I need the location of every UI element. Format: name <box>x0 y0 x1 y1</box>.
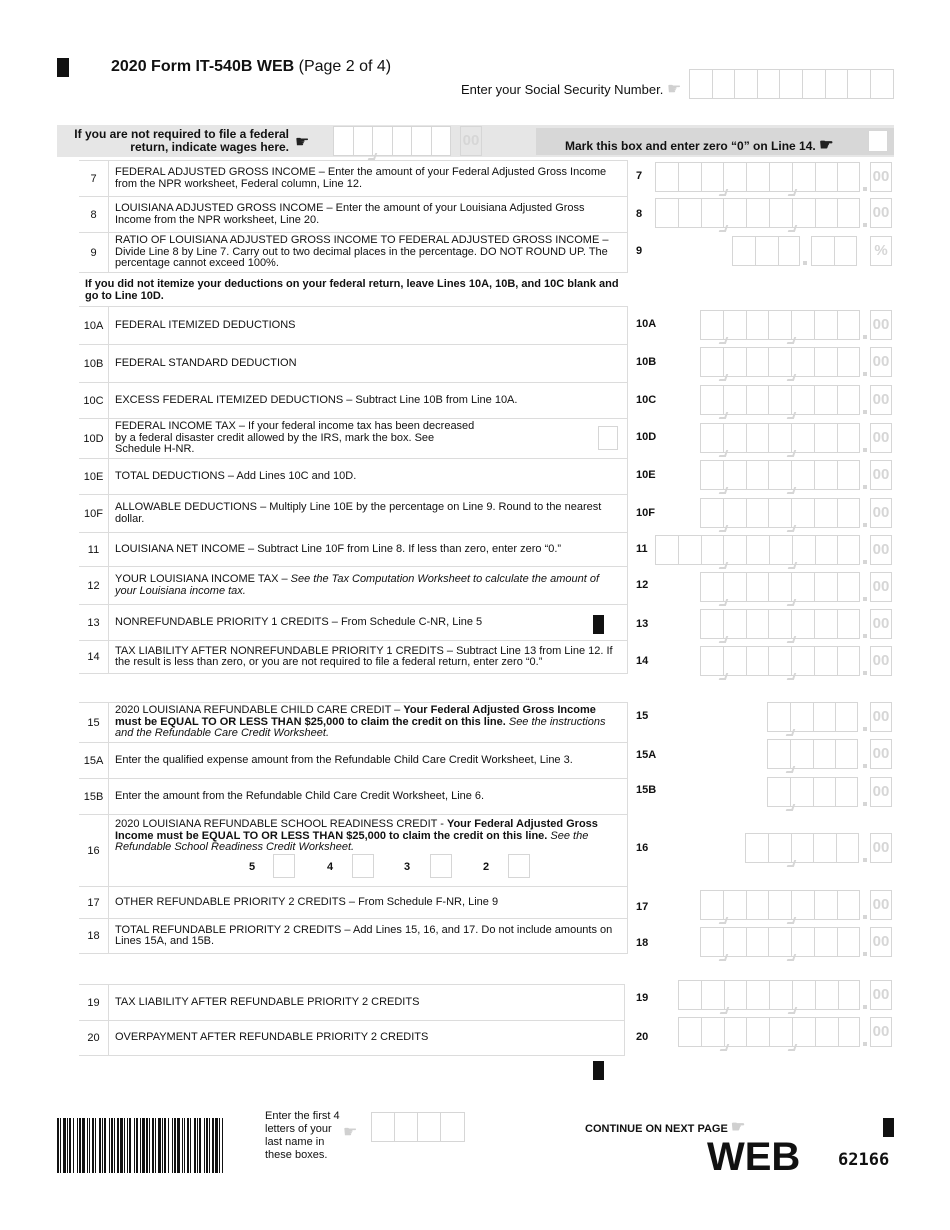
pointing-hand-icon: ☛ <box>295 134 310 151</box>
line-vertical-rule <box>627 160 628 273</box>
line-17-label: 17 <box>636 901 649 913</box>
no-federal-return-checkbox[interactable] <box>868 130 888 152</box>
barcode-bar <box>172 1118 173 1173</box>
star-rating-3-input[interactable] <box>430 854 452 878</box>
line-description: OTHER REFUNDABLE PRIORITY 2 CREDITS – From Schedule F-NR, Line 9 <box>115 895 499 908</box>
barcode-bar <box>204 1118 205 1173</box>
line-20-amount[interactable] <box>678 1017 860 1047</box>
itemize-note: If you did not itemize your deductions on your federal return, leave Lines 10A, 10B, and 10C blank and go to Line 10D. <box>85 278 619 302</box>
line-description: EXCESS FEDERAL ITEMIZED DEDUCTIONS – Subtract Line 10B from Line 10A. <box>115 393 518 406</box>
federal-disaster-credit-checkbox[interactable] <box>598 426 618 450</box>
line-17-row <box>79 886 627 918</box>
line-15a-row <box>79 742 627 778</box>
line-11-label: 11 <box>636 543 648 555</box>
line-number: 18 <box>79 919 109 953</box>
line-number: 10E <box>79 459 109 494</box>
barcode-bar <box>182 1118 183 1173</box>
mark-box-text <box>565 135 833 155</box>
line-10a-label: 10A <box>636 318 657 330</box>
line-7-amount[interactable] <box>655 162 860 192</box>
barcode-bar <box>184 1118 185 1173</box>
wages-amount-input[interactable] <box>333 126 451 156</box>
line-number: 9 <box>79 233 109 272</box>
line-18-row <box>79 918 627 954</box>
line-number: 17 <box>79 887 109 918</box>
barcode-bar <box>162 1118 163 1173</box>
line-10d-row <box>79 418 627 458</box>
barcode-bar <box>57 1118 59 1173</box>
barcode <box>57 1118 223 1173</box>
barcode-bar <box>77 1118 78 1173</box>
line-19-amount-cents: 00 <box>870 980 892 1010</box>
decimal-point-icon <box>863 915 867 919</box>
barcode-image <box>57 1118 223 1173</box>
barcode-bar <box>142 1118 145 1173</box>
line-12-italic: See the Tax Computation Worksheet to calculate the amount of your Louisiana income tax. <box>115 573 600 597</box>
barcode-bar <box>149 1118 150 1173</box>
form-title-text: 2020 Form IT-540B WEB <box>111 58 295 75</box>
barcode-bar <box>152 1118 154 1173</box>
star-rating-5-input[interactable] <box>273 854 295 878</box>
line-description: LOUISIANA ADJUSTED GROSS INCOME – Enter the amount of your Louisiana Adjusted Gross Income from the NPR worksheet, Line 20. <box>115 202 585 226</box>
line-number: 15B <box>79 779 109 814</box>
line-9-ratio-whole[interactable] <box>732 236 800 266</box>
decimal-point-icon <box>863 1005 867 1009</box>
decimal-point-icon <box>803 261 807 265</box>
star-rating-2-label: 2 <box>483 861 490 873</box>
barcode-bar <box>79 1118 81 1173</box>
line-10f-amount[interactable] <box>700 498 860 528</box>
line-number: 14 <box>79 641 109 673</box>
continue-text: CONTINUE ON NEXT PAGE <box>585 1123 728 1135</box>
line-description <box>115 567 621 604</box>
line-19-row <box>79 984 625 1020</box>
star-rating-2-input[interactable] <box>508 854 530 878</box>
line-16-amount-cents: 00 <box>870 833 892 863</box>
line-11-amount-cents: 00 <box>870 535 892 565</box>
line-description: Enter the amount from the Refundable Child Care Credit Worksheet, Line 6. <box>115 789 485 802</box>
line-description: TOTAL DEDUCTIONS – Add Lines 10C and 10D. <box>115 469 357 482</box>
line-10e-amount-cents: 00 <box>870 460 892 490</box>
line-10f-row <box>79 494 627 532</box>
decimal-point-icon <box>863 727 867 731</box>
decimal-point-icon <box>863 372 867 376</box>
line-number: 10F <box>79 495 109 532</box>
barcode-bar <box>120 1118 123 1173</box>
line-15-italic: See the instructions and the Refundable Care Credit Worksheet. <box>115 715 606 740</box>
star-rating-4-label: 4 <box>327 861 334 873</box>
barcode-bar <box>199 1118 201 1173</box>
line-14-amount-cents: 00 <box>870 646 892 676</box>
line-14-amount[interactable] <box>700 646 860 676</box>
line-10e-amount[interactable] <box>700 460 860 490</box>
line-description: FEDERAL STANDARD DEDUCTION <box>115 356 297 369</box>
barcode-bar <box>95 1118 96 1173</box>
barcode-bar <box>104 1118 106 1173</box>
continue-next-page <box>585 1117 745 1137</box>
barcode-bar <box>174 1118 176 1173</box>
decimal-point-icon <box>863 485 867 489</box>
line-description: TAX LIABILITY AFTER REFUNDABLE PRIORITY 2 CREDITS <box>115 995 420 1008</box>
line-19-label: 19 <box>636 992 649 1004</box>
decimal-point-icon <box>863 560 867 564</box>
wages-cents: 00 <box>460 126 482 156</box>
line-7-row <box>79 160 627 196</box>
line-description <box>115 703 621 742</box>
line-15b-row <box>79 778 627 814</box>
barcode-bar <box>146 1118 148 1173</box>
barcode-bar <box>127 1118 128 1173</box>
line-number: 12 <box>79 567 109 604</box>
line-15-label: 15 <box>636 710 649 722</box>
star-rating-5-label: 5 <box>249 861 256 873</box>
line-number: 10C <box>79 383 109 418</box>
page-of-text: (Page 2 of 4) <box>298 58 392 75</box>
line-description: FEDERAL ADJUSTED GROSS INCOME – Enter the amount of your Federal Adjusted Gross Income from the NPR worksheet, Federal column, Line 12. <box>115 166 607 190</box>
line-description: OVERPAYMENT AFTER REFUNDABLE PRIORITY 2 CREDITS <box>115 1031 429 1044</box>
line-number: 16 <box>79 815 109 886</box>
line-vertical-rule <box>627 702 628 954</box>
line-10f-label: 10F <box>636 507 655 519</box>
barcode-bar <box>67 1118 68 1173</box>
line-12-amount[interactable] <box>700 572 860 602</box>
form-title <box>111 58 391 76</box>
line-12-label: 12 <box>636 579 649 591</box>
barcode-bar <box>222 1118 223 1173</box>
line-7-amount-cents: 00 <box>870 162 892 192</box>
line-10b-row <box>79 344 627 382</box>
line-10b-label: 10B <box>636 356 657 368</box>
line-number: 10A <box>79 307 109 344</box>
line-15-row <box>79 702 627 742</box>
line-10b-amount[interactable] <box>700 347 860 377</box>
percent-sign: % <box>870 236 892 266</box>
line-15-bold: Your Federal Adjusted Gross Income must be EQUAL TO OR LESS THAN $25,000 to claim the credit on this line. <box>115 704 596 728</box>
decimal-point-icon <box>863 523 867 527</box>
line-10c-row <box>79 382 627 418</box>
line-10c-label: 10C <box>636 394 657 406</box>
barcode-bar <box>212 1118 214 1173</box>
barcode-bar <box>117 1118 119 1173</box>
wages-prompt-line2: return, indicate wages here. <box>130 140 289 154</box>
line-15-amount-cents: 00 <box>870 702 892 732</box>
line-11-amount[interactable] <box>655 535 860 565</box>
last-name-letters-input[interactable] <box>371 1112 465 1142</box>
line-12-text: YOUR LOUISIANA INCOME TAX – <box>115 573 291 585</box>
barcode-bar <box>194 1118 196 1173</box>
line-description: TAX LIABILITY AFTER NONREFUNDABLE PRIORITY 1 CREDITS – Subtract Line 13 from Line 12. If the result is less than zero, or you are not required to file a federal return, enter zero “0.” <box>115 644 613 668</box>
line-15b-amount[interactable] <box>767 777 858 807</box>
line-10b-amount-cents: 00 <box>870 347 892 377</box>
barcode-bar <box>158 1118 161 1173</box>
line-18-amount-cents: 00 <box>870 927 892 957</box>
line-10a-row <box>79 306 627 344</box>
line-description: RATIO OF LOUISIANA ADJUSTED GROSS INCOME TO FEDERAL ADJUSTED GROSS INCOME – Divide Line 8 by Line 7. Carry out to two decimal places in the percentage. DO NOT ROUND UP. The percentage cannot exceed 100%. <box>115 234 609 270</box>
barcode-bar <box>155 1118 156 1173</box>
barcode-bar <box>73 1118 74 1173</box>
barcode-bar <box>177 1118 180 1173</box>
registration-mark-top-left <box>57 58 69 77</box>
line-description: ALLOWABLE DEDUCTIONS – Multiply Line 10E by the percentage on Line 9. Round to the nearest dollar. <box>115 501 602 525</box>
star-rating-4-input[interactable] <box>352 854 374 878</box>
barcode-bar <box>206 1118 208 1173</box>
line-13-row <box>79 604 627 640</box>
decimal-point-icon <box>863 597 867 601</box>
decimal-point-icon <box>863 858 867 862</box>
line-7-label: 7 <box>636 170 643 182</box>
barcode-bar <box>124 1118 125 1173</box>
line-13-amount[interactable] <box>700 609 860 639</box>
barcode-bar <box>63 1118 66 1173</box>
ssn-prompt <box>461 79 681 99</box>
line-16-italic: See the Refundable School Readiness Credit Worksheet. <box>115 829 589 853</box>
line-15a-amount[interactable] <box>767 739 858 769</box>
barcode-bar <box>168 1118 169 1173</box>
barcode-bar <box>87 1118 88 1173</box>
decimal-point-icon <box>863 448 867 452</box>
decimal-point-icon <box>863 410 867 414</box>
line-17-amount[interactable] <box>700 890 860 920</box>
barcode-bar <box>134 1118 135 1173</box>
line-number: 10B <box>79 345 109 382</box>
line-number: 11 <box>79 533 109 566</box>
line-15a-label: 15A <box>636 749 657 761</box>
decimal-point-icon <box>863 671 867 675</box>
line-20-amount-cents: 00 <box>870 1017 892 1047</box>
registration-mark-bottom-mid <box>593 1061 604 1080</box>
decimal-point-icon <box>863 335 867 339</box>
line-13-amount-cents: 00 <box>870 609 892 639</box>
pointing-hand-icon: ☛ <box>730 1119 746 1136</box>
barcode-bar <box>164 1118 166 1173</box>
barcode-bar <box>209 1118 210 1173</box>
barcode-bar <box>187 1118 189 1173</box>
line-16-bold: Your Federal Adjusted Gross Income must be EQUAL TO OR LESS THAN $25,000 to claim the credit on this line. <box>115 818 598 842</box>
line-8-row <box>79 196 627 232</box>
line-description: NONREFUNDABLE PRIORITY 1 CREDITS – From Schedule C-NR, Line 5 <box>115 615 483 628</box>
barcode-bar <box>82 1118 85 1173</box>
line-10c-amount[interactable] <box>700 385 860 415</box>
web-label: WEB <box>707 1135 801 1179</box>
barcode-bar <box>89 1118 90 1173</box>
barcode-bar <box>114 1118 115 1173</box>
line-17-amount-cents: 00 <box>870 890 892 920</box>
line-16-amount[interactable] <box>745 833 859 863</box>
line-10a-amount[interactable] <box>700 310 860 340</box>
line-10d-amount-cents: 00 <box>870 423 892 453</box>
line-9-label: 9 <box>636 245 643 257</box>
line-12-amount-cents: 00 <box>870 572 892 602</box>
line-description: FEDERAL ITEMIZED DEDUCTIONS <box>115 318 296 331</box>
line-15b-label: 15B <box>636 784 657 796</box>
barcode-bar <box>129 1118 131 1173</box>
barcode-bar <box>60 1118 61 1173</box>
wages-prompt-line1: If you are not required to file a federal <box>74 127 289 141</box>
pointing-hand-icon: ☛ <box>343 1124 358 1141</box>
line-12-row <box>79 566 627 604</box>
line-vertical-rule <box>627 306 628 674</box>
line-11-row <box>79 532 627 566</box>
line-10e-label: 10E <box>636 469 656 481</box>
star-rating-3-label: 3 <box>404 861 411 873</box>
line-number: 15 <box>79 703 109 742</box>
line-15-amount[interactable] <box>767 702 858 732</box>
decimal-point-icon <box>863 802 867 806</box>
line-8-amount-cents: 00 <box>870 198 892 228</box>
line-15-text: 2020 LOUISIANA REFUNDABLE CHILD CARE CREDIT – <box>115 704 404 717</box>
decimal-point-icon <box>863 1042 867 1046</box>
line-18-label: 18 <box>636 937 649 949</box>
barcode-bar <box>102 1118 103 1173</box>
line-14-row <box>79 640 627 674</box>
line-16-text: 2020 LOUISIANA REFUNDABLE SCHOOL READINESS CREDIT - <box>115 818 447 830</box>
line-9-row <box>79 232 627 273</box>
barcode-bar <box>219 1118 220 1173</box>
line-15b-amount-cents: 00 <box>870 777 892 807</box>
line-number: 13 <box>79 605 109 640</box>
line-10a-amount-cents: 00 <box>870 310 892 340</box>
line-20-row <box>79 1020 625 1056</box>
barcode-bar <box>215 1118 218 1173</box>
line-19-amount[interactable] <box>678 980 860 1010</box>
line-10f-amount-cents: 00 <box>870 498 892 528</box>
decimal-point-icon <box>863 634 867 638</box>
line-description: LOUISIANA NET INCOME – Subtract Line 10F from Line 8. If less than zero, enter zero “0.” <box>115 542 562 555</box>
line-14-label: 14 <box>636 655 649 667</box>
barcode-bar <box>109 1118 110 1173</box>
ssn-prompt-text: Enter your Social Security Number. <box>461 82 664 97</box>
line-15a-amount-cents: 00 <box>870 739 892 769</box>
line-description: FEDERAL INCOME TAX – If your federal income tax has been decreased by a federal disaster credit allowed by the IRS, mark the box. See Schedule H-NR. <box>115 420 475 456</box>
decimal-point-icon <box>863 764 867 768</box>
barcode-bar <box>92 1118 94 1173</box>
line-18-amount[interactable] <box>700 927 860 957</box>
barcode-bar <box>190 1118 191 1173</box>
barcode-bar <box>140 1118 141 1173</box>
barcode-bar <box>197 1118 198 1173</box>
line-10c-amount-cents: 00 <box>870 385 892 415</box>
line-number: 15A <box>79 743 109 778</box>
registration-mark-bottom-right <box>883 1118 894 1137</box>
line-number: 20 <box>79 1021 109 1055</box>
last-name-prompt: Enter the first 4 letters of your last name in these boxes. <box>265 1110 340 1161</box>
line-number: 7 <box>79 161 109 196</box>
line-20-label: 20 <box>636 1031 649 1043</box>
wages-prompt <box>57 128 289 154</box>
line-description: Enter the qualified expense amount from the Refundable Child Care Credit Worksheet, Line 3. <box>115 753 573 766</box>
line-number: 10D <box>79 419 109 458</box>
pointing-hand-icon: ☛ <box>819 137 834 154</box>
decimal-point-icon <box>863 223 867 227</box>
barcode-bar <box>99 1118 101 1173</box>
line-8-label: 8 <box>636 208 643 220</box>
form-code: 62166 <box>838 1150 890 1170</box>
pointing-hand-icon: ☛ <box>666 81 682 98</box>
line-10d-amount[interactable] <box>700 423 860 453</box>
barcode-bar <box>136 1118 138 1173</box>
line-vertical-rule <box>624 984 625 1056</box>
mark-box-text-label: Mark this box and enter zero “0” on Line 14. <box>565 139 816 153</box>
line-13-label: 13 <box>636 618 649 630</box>
line-description: TOTAL REFUNDABLE PRIORITY 2 CREDITS – Add Lines 15, 16, and 17. Do not include amounts on Lines 15A, and 15B. <box>115 923 613 947</box>
line-9-ratio-decimal[interactable] <box>811 236 857 266</box>
ssn-input[interactable] <box>689 69 894 99</box>
decimal-point-icon <box>863 187 867 191</box>
barcode-bar <box>111 1118 113 1173</box>
line-number: 8 <box>79 197 109 232</box>
line-10e-row <box>79 458 627 494</box>
line-10d-label: 10D <box>636 431 657 443</box>
line-16-label: 16 <box>636 842 649 854</box>
barcode-bar <box>69 1118 71 1173</box>
decimal-point-icon <box>863 952 867 956</box>
line-number: 19 <box>79 985 109 1020</box>
line-8-amount[interactable] <box>655 198 860 228</box>
